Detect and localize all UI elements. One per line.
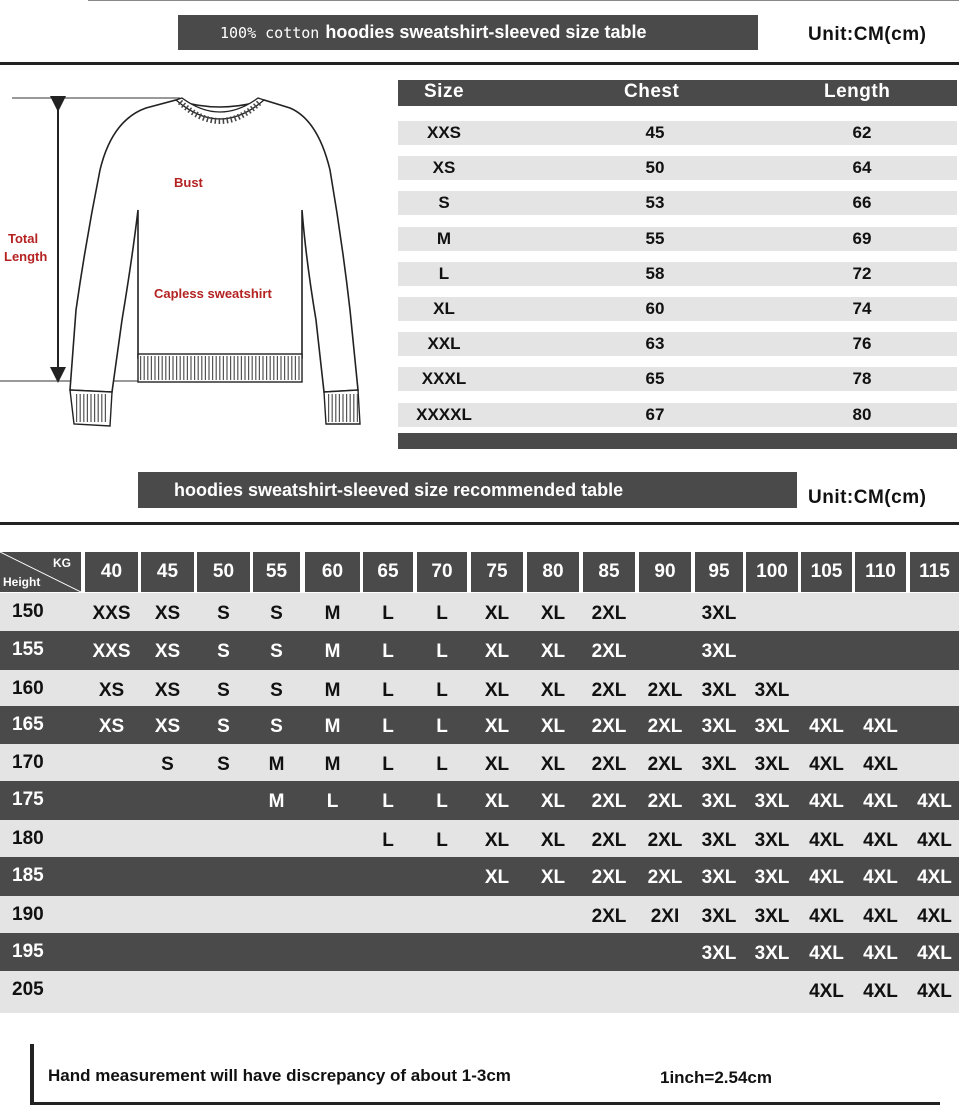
size-cell: XXXL <box>421 369 467 388</box>
size-table-row <box>398 156 957 180</box>
size-recommendation-cell: 2XI <box>650 906 680 927</box>
size-recommendation-cell: 3XL <box>701 716 737 737</box>
size-recommendation-cell: 4XL <box>863 716 898 737</box>
size-recommendation-cell: 4XL <box>809 754 844 775</box>
corner-kg-label: KG <box>53 556 71 570</box>
footer-bracket-vertical <box>30 1044 34 1105</box>
size-recommendation-cell: S <box>270 680 283 701</box>
size-recommendation-cell: 4XL <box>809 830 844 851</box>
length-cell: 62 <box>852 123 872 142</box>
size-table-row <box>398 227 957 251</box>
size-table-header <box>398 80 957 106</box>
size-recommendation-cell: L <box>382 716 394 737</box>
recommend-row <box>0 857 959 896</box>
size-recommendation-cell: XL <box>484 641 510 662</box>
size-recommendation-cell: S <box>270 716 283 737</box>
height-cell: 185 <box>12 865 44 886</box>
size-recommendation-cell: 4XL <box>917 791 952 812</box>
size-recommendation-cell: 4XL <box>809 906 844 927</box>
size-recommendation-cell: XL <box>540 867 566 888</box>
chest-cell: 58 <box>645 264 665 283</box>
size-recommendation-cell: XL <box>540 716 566 737</box>
size-recommendation-cell: M <box>324 754 341 775</box>
size-recommendation-cell: S <box>270 603 283 624</box>
length-cell: 74 <box>852 299 872 318</box>
unit-label-top: Unit:CM(cm) <box>808 24 927 45</box>
size-recommendation-cell: 4XL <box>863 943 898 964</box>
size-recommendation-cell: 2XL <box>647 830 683 851</box>
size-recommendation-cell: S <box>270 641 283 662</box>
top-rule <box>88 0 959 1</box>
size-recommendation-cell: M <box>324 603 341 624</box>
recommend-row <box>0 670 959 706</box>
size-recommendation-cell: 4XL <box>917 867 952 888</box>
size-recommendation-cell: XS <box>154 603 181 624</box>
size-recommendation-cell: XS <box>98 680 125 701</box>
size-recommendation-cell: 3XL <box>701 830 737 851</box>
kg-header-cell: 90 <box>639 552 691 592</box>
length-cell: 80 <box>852 405 872 424</box>
size-recommendation-cell: XL <box>540 603 566 624</box>
kg-header-cell: 75 <box>471 552 523 592</box>
size-recommendation-cell: S <box>217 680 230 701</box>
size-recommendation-cell: 2XL <box>647 680 683 701</box>
size-recommendation-cell: L <box>382 641 394 662</box>
height-cell: 170 <box>12 752 44 773</box>
height-cell: 165 <box>12 714 44 735</box>
length-header: Length <box>824 81 891 102</box>
length-cell: 72 <box>852 264 872 283</box>
size-recommendation-cell: 3XL <box>701 867 737 888</box>
size-table-row <box>398 403 957 427</box>
size-recommendation-cell: XL <box>484 716 510 737</box>
kg-header-cell: 100 <box>746 552 798 592</box>
chest-cell: 63 <box>645 334 665 353</box>
size-recommendation-cell: 3XL <box>701 791 737 812</box>
size-recommendation-cell: XL <box>484 754 510 775</box>
inch-conversion: 1inch=2.54cm <box>660 1068 772 1087</box>
recommend-row <box>0 933 959 971</box>
size-recommendation-cell: 4XL <box>917 943 952 964</box>
kg-header-cell: 85 <box>583 552 635 592</box>
length-cell: 76 <box>852 334 872 353</box>
size-recommendation-cell: 4XL <box>809 791 844 812</box>
size-recommendation-cell: 3XL <box>701 680 737 701</box>
corner-header <box>0 552 81 592</box>
size-recommendation-cell: XL <box>484 867 510 888</box>
size-recommendation-cell: 2XL <box>591 830 627 851</box>
size-recommendation-cell: S <box>217 641 230 662</box>
recommend-row <box>0 593 959 631</box>
size-recommendation-cell: 2XL <box>591 716 627 737</box>
section-divider-mid <box>0 522 959 525</box>
kg-header-cell: 60 <box>305 552 360 592</box>
size-recommendation-cell: L <box>382 791 394 812</box>
size-recommendation-cell: L <box>436 641 448 662</box>
size-recommendation-cell: 2XL <box>591 680 627 701</box>
recommend-row <box>0 706 959 744</box>
recommend-row <box>0 781 959 820</box>
size-recommendation-cell: 4XL <box>863 906 898 927</box>
size-recommendation-cell: 2XL <box>647 867 683 888</box>
height-cell: 190 <box>12 904 44 925</box>
size-recommendation-cell: 3XL <box>701 906 737 927</box>
size-recommendation-cell: L <box>436 680 448 701</box>
total-length-label-2: Length <box>4 249 48 264</box>
size-table-footer-bar <box>398 433 957 449</box>
recommend-row <box>0 896 959 933</box>
height-cell: 175 <box>12 789 44 810</box>
kg-header-cell: 65 <box>363 552 413 592</box>
size-cell: M <box>436 229 452 248</box>
size-recommendation-cell: XL <box>484 830 510 851</box>
size-recommendation-cell: L <box>436 754 448 775</box>
size-recommendation-cell: XXS <box>92 641 131 662</box>
kg-header-cell: 50 <box>197 552 250 592</box>
size-cell: XS <box>432 158 456 177</box>
kg-header-cell: 80 <box>527 552 579 592</box>
kg-header-cell: 45 <box>141 552 194 592</box>
kg-header-cell: 95 <box>695 552 743 592</box>
length-cell: 69 <box>852 229 872 248</box>
size-recommendation-cell: 4XL <box>809 716 844 737</box>
size-recommendation-cell: 3XL <box>754 867 790 888</box>
size-recommendation-cell: 4XL <box>863 791 898 812</box>
unit-label-mid: Unit:CM(cm) <box>808 487 927 508</box>
size-recommendation-cell: 4XL <box>809 867 844 888</box>
size-recommendation-cell: XS <box>154 641 181 662</box>
kg-header-cell: 110 <box>855 552 906 592</box>
total-length-label-1: Total <box>8 231 39 246</box>
size-cell: S <box>438 193 450 212</box>
length-cell: 64 <box>852 158 872 177</box>
size-recommendation-cell: S <box>217 716 230 737</box>
chest-cell: 53 <box>645 193 665 212</box>
size-recommendation-cell: XL <box>484 791 510 812</box>
size-recommendation-cell: 2XL <box>647 754 683 775</box>
size-recommendation-cell: L <box>382 680 394 701</box>
size-recommendation-cell: 4XL <box>863 754 898 775</box>
title-text: hoodies sweatshirt-sleeved size table <box>325 22 647 42</box>
size-recommendation-cell: XL <box>540 830 566 851</box>
size-recommendation-cell: 3XL <box>701 641 737 662</box>
size-table-row <box>398 367 957 391</box>
recommend-row <box>0 820 959 857</box>
title-banner <box>178 15 758 50</box>
size-cell: XXXXL <box>416 405 472 424</box>
size-recommendation-cell: 2XL <box>591 867 627 888</box>
size-recommendation-cell: 3XL <box>754 680 790 701</box>
size-recommendation-cell: 4XL <box>863 830 898 851</box>
size-recommendation-cell: XL <box>540 641 566 662</box>
size-recommendation-cell: XS <box>154 716 181 737</box>
size-recommendation-cell: 3XL <box>754 754 790 775</box>
size-table-row <box>398 297 957 321</box>
size-recommendation-cell: L <box>436 716 448 737</box>
title-prefix: 100% cotton <box>220 23 320 42</box>
kg-header-cell: 115 <box>910 552 959 592</box>
size-recommendation-cell: 3XL <box>701 603 737 624</box>
height-cell: 195 <box>12 941 44 962</box>
size-recommendation-cell: 2XL <box>591 641 627 662</box>
size-table-row <box>398 332 957 356</box>
size-cell: L <box>438 264 450 283</box>
measurement-note: Hand measurement will have discrepancy of about 1-3cm <box>48 1066 511 1085</box>
size-recommendation-cell: 4XL <box>863 867 898 888</box>
size-recommendation-cell: 4XL <box>863 981 898 1002</box>
size-table-row <box>398 121 957 145</box>
chest-cell: 55 <box>645 229 665 248</box>
recommend-row <box>0 971 959 1013</box>
size-recommendation-cell: XS <box>154 680 181 701</box>
size-recommendation-cell: 3XL <box>754 906 790 927</box>
chest-cell: 45 <box>645 123 665 142</box>
size-recommendation-cell: L <box>382 603 394 624</box>
recommend-banner <box>138 472 797 508</box>
height-cell: 155 <box>12 639 44 660</box>
recommend-title: hoodies sweatshirt-sleeved size recommended table <box>174 479 624 500</box>
size-recommendation-cell: 2XL <box>591 906 627 927</box>
size-recommendation-cell: 2XL <box>647 716 683 737</box>
size-recommendation-cell: M <box>324 716 341 737</box>
length-cell: 66 <box>852 193 872 212</box>
height-cell: 160 <box>12 678 44 699</box>
size-cell: XXL <box>427 334 461 353</box>
chest-cell: 60 <box>645 299 665 318</box>
size-table-row <box>398 191 957 215</box>
size-recommendation-cell: S <box>217 754 230 775</box>
size-table-row <box>398 262 957 286</box>
size-recommendation-cell: 3XL <box>754 943 790 964</box>
size-recommendation-cell: XS <box>98 716 125 737</box>
size-recommendation-cell: M <box>268 791 285 812</box>
size-recommendation-cell: S <box>217 603 230 624</box>
corner-height-label: Height <box>3 575 41 589</box>
sweatshirt-diagram <box>0 90 390 435</box>
size-recommendation-cell: L <box>436 603 448 624</box>
size-recommendation-cell: M <box>268 754 285 775</box>
chest-cell: 50 <box>645 158 665 177</box>
chest-cell: 65 <box>645 369 665 388</box>
kg-header-cell: 55 <box>253 552 300 592</box>
size-recommendation-cell: M <box>324 680 341 701</box>
size-cell: XL <box>433 299 455 318</box>
size-recommendation-cell: 3XL <box>701 943 737 964</box>
chest-cell: 67 <box>645 405 665 424</box>
height-cell: 205 <box>12 979 44 1000</box>
garment-label: Capless sweatshirt <box>154 286 272 301</box>
chest-header: Chest <box>624 81 680 102</box>
height-cell: 150 <box>12 601 44 622</box>
size-recommendation-cell: 4XL <box>917 830 952 851</box>
size-recommendation-cell: 2XL <box>591 791 627 812</box>
size-recommendation-cell: 2XL <box>591 754 627 775</box>
size-recommendation-cell: 3XL <box>701 754 737 775</box>
recommend-row <box>0 631 959 670</box>
size-recommendation-cell: 4XL <box>917 981 952 1002</box>
size-recommendation-cell: L <box>326 791 339 812</box>
size-recommendation-cell: L <box>382 754 394 775</box>
size-recommendation-cell: L <box>382 830 394 851</box>
size-recommendation-cell: L <box>436 830 448 851</box>
sweatshirt-outline-icon <box>70 100 358 392</box>
size-recommendation-cell: XL <box>540 754 566 775</box>
size-recommendation-cell: 3XL <box>754 791 790 812</box>
size-recommendation-cell: 4XL <box>809 943 844 964</box>
length-cell: 78 <box>852 369 872 388</box>
size-recommendation-cell: XL <box>540 680 566 701</box>
size-recommendation-cell: XXS <box>92 603 131 624</box>
size-recommendation-cell: 4XL <box>809 981 844 1002</box>
section-divider-top <box>0 62 959 65</box>
height-cell: 180 <box>12 828 44 849</box>
size-recommendation-cell: 2XL <box>647 791 683 812</box>
bust-label: Bust <box>174 175 203 190</box>
size-header: Size <box>424 81 465 102</box>
kg-header-cell: 70 <box>417 552 467 592</box>
size-recommendation-cell: 2XL <box>591 603 627 624</box>
size-cell: XXS <box>426 123 462 142</box>
size-recommendation-cell: 3XL <box>754 716 790 737</box>
size-recommendation-cell: L <box>436 791 448 812</box>
kg-header-cell: 105 <box>801 552 852 592</box>
size-recommendation-cell: XL <box>484 603 510 624</box>
recommend-row <box>0 744 959 781</box>
size-recommendation-cell: S <box>161 754 174 775</box>
size-recommendation-cell: XL <box>484 680 510 701</box>
size-recommendation-cell: XL <box>540 791 566 812</box>
size-recommendation-cell: 4XL <box>917 906 952 927</box>
size-recommendation-cell: 3XL <box>754 830 790 851</box>
size-recommendation-cell: M <box>324 641 341 662</box>
kg-header-cell: 40 <box>85 552 138 592</box>
